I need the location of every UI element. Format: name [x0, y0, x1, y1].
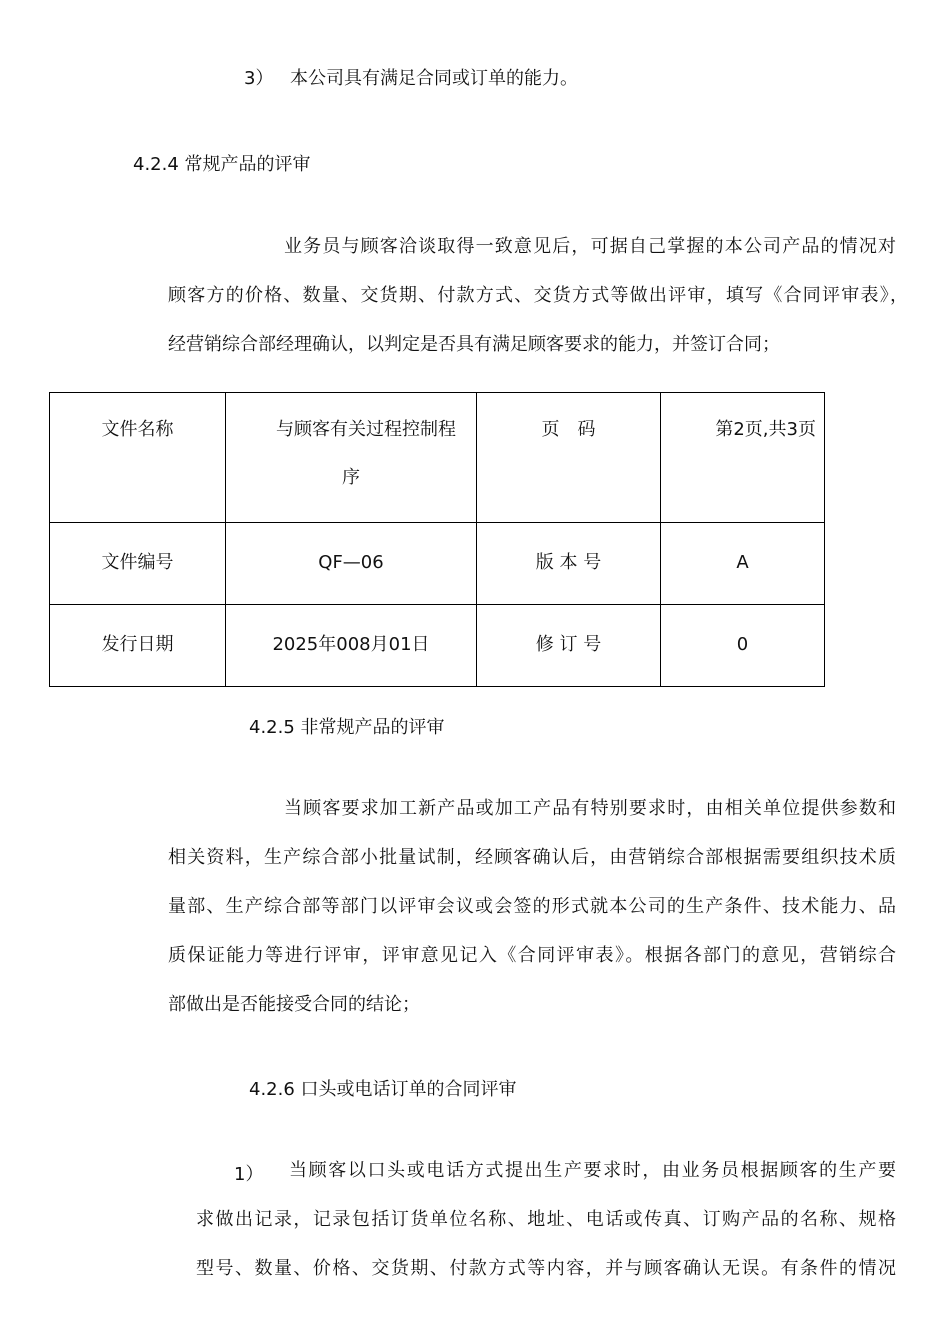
table-row	[50, 523, 825, 605]
value-file-number: QF—06	[318, 552, 384, 573]
table-row	[50, 605, 825, 687]
value-version-number: A	[736, 552, 749, 573]
label-file-number: 文件编号	[101, 552, 174, 573]
paragraph-line: 经营销综合部经理确认，以判定是否具有满足顾客要求的能力，并签订合同；	[168, 334, 780, 355]
paragraph-line: 顾客方的价格、数量、交货期、付款方式、交货方式等做出评审，填写《合同评审表》，	[168, 285, 908, 306]
paragraph-line: 相关资料，生产综合部小批量试制，经顾客确认后，由营销综合部根据需要组织技术质	[168, 847, 896, 868]
paragraph-line: 当顾客要求加工新产品或加工产品有特别要求时，由相关单位提供参数和	[284, 798, 896, 819]
value-page-number: 第2页,共3页	[715, 419, 816, 440]
list-number-3: 3）	[244, 68, 274, 89]
list-number-1: 1）	[234, 1164, 264, 1185]
section-heading-4-2-6: 4.2.6 口头或电话订单的合同评审	[249, 1079, 517, 1100]
label-page-number: 页 码	[541, 419, 596, 440]
paragraph-line: 质保证能力等进行评审，评审意见记入《合同评审表》。根据各部门的意见，营销综合	[168, 945, 896, 966]
list-item-3-text: 本公司具有满足合同或订单的能力。	[290, 68, 578, 89]
document-info-table	[49, 392, 825, 687]
paragraph-line: 求做出记录，记录包括订货单位名称、地址、电话或传真、订购产品的名称、规格	[196, 1209, 896, 1230]
label-issue-date: 发行日期	[101, 634, 174, 655]
section-4-2-6-body	[196, 1146, 896, 1293]
paragraph-line: 业务员与顾客洽谈取得一致意见后，可据自己掌握的本公司产品的情况对	[284, 236, 896, 257]
label-revision-number: 修 订 号	[535, 634, 602, 655]
section-4-2-4-body	[168, 222, 908, 369]
paragraph-line: 型号、数量、价格、交货期、付款方式等内容，并与顾客确认无误。有条件的情况	[196, 1258, 896, 1279]
section-4-2-5-body	[168, 784, 896, 1029]
value-issue-date: 2025年008月01日	[272, 634, 430, 655]
paragraph-line: 量部、生产综合部等部门以评审会议或会签的形式就本公司的生产条件、技术能力、品	[168, 896, 896, 917]
value-file-name: 与顾客有关过程控制程 序	[276, 419, 456, 488]
label-version-number: 版 本 号	[535, 552, 602, 573]
value-revision-number: 0	[736, 634, 749, 655]
section-heading-4-2-4: 4.2.4 常规产品的评审	[133, 154, 311, 175]
paragraph-line: 当顾客以口头或电话方式提出生产要求时，由业务员根据顾客的生产要	[289, 1160, 896, 1181]
paragraph-line: 部做出是否能接受合同的结论；	[168, 994, 420, 1015]
section-heading-4-2-5: 4.2.5 非常规产品的评审	[249, 717, 445, 738]
label-file-name: 文件名称	[101, 419, 174, 440]
table-row	[50, 393, 825, 523]
